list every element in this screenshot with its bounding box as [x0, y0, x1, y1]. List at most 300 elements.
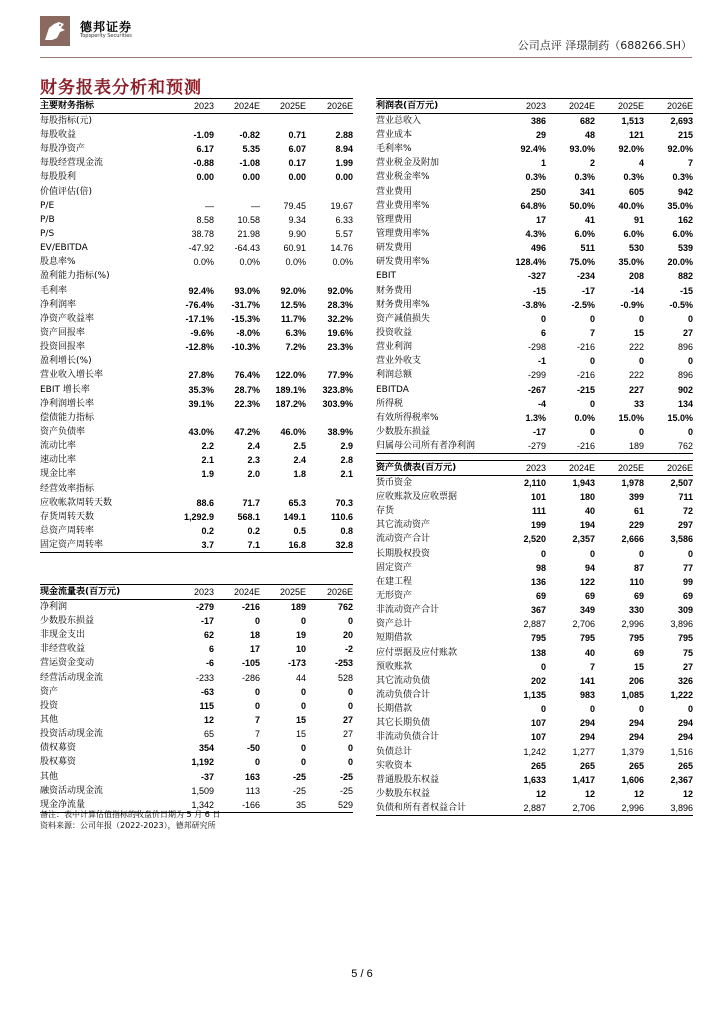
table-row — [376, 716, 693, 730]
cell-value: 0 — [589, 398, 595, 409]
cell-value: 122 — [579, 576, 595, 587]
cell-value: 38.9% — [327, 427, 353, 438]
table-title: 主要财务指标 — [40, 99, 160, 114]
cell-value: -2.5% — [571, 299, 595, 310]
table-row — [40, 524, 353, 538]
cell-value: -166 — [214, 798, 260, 813]
cell-value: 43.0% — [188, 427, 214, 438]
cell-value: 0 — [540, 548, 546, 559]
cell-value: -233 — [195, 672, 214, 683]
table-row — [376, 213, 693, 227]
cell-value — [160, 269, 214, 283]
brand-logo — [40, 14, 170, 48]
cell-value: -253 — [334, 658, 353, 669]
row-label: 归属母公司所有者净利润 — [376, 439, 501, 454]
income-statement-table — [376, 98, 693, 454]
cell-value: 1,509 — [191, 785, 214, 796]
cell-value: 0 — [589, 313, 595, 324]
page-header — [40, 14, 692, 56]
cell-value: 2,507 — [670, 478, 693, 488]
cell-value: 9.34 — [288, 214, 306, 225]
header-divider — [40, 57, 692, 58]
cell-value: 189.1% — [275, 384, 306, 395]
row-label: 投资回报率 — [40, 342, 86, 353]
cell-value: 0.3% — [574, 172, 595, 183]
cell-value: 69 — [584, 591, 595, 602]
row-label: 在建工程 — [376, 576, 413, 587]
cell-value: 529 — [306, 798, 353, 813]
table-row — [40, 784, 353, 798]
table-row — [376, 490, 693, 504]
cell-value: 11.7% — [280, 313, 306, 324]
row-label: 毛利率 — [40, 285, 68, 296]
cell-value: 294 — [579, 718, 595, 729]
cell-value: 2,887 — [523, 619, 546, 630]
cell-value: 386 — [530, 116, 546, 126]
cell-value: 0 — [300, 743, 306, 754]
cell-value: 294 — [677, 718, 693, 729]
table-row — [40, 142, 353, 156]
cell-value: 0 — [347, 700, 353, 711]
cell-value: -63 — [200, 686, 214, 697]
cell-value: 0.2 — [201, 526, 214, 536]
cell-value: 23.3% — [327, 342, 353, 353]
cell-value: 294 — [628, 718, 644, 729]
row-label: P/B — [40, 214, 55, 225]
cell-value: 1,978 — [621, 478, 644, 488]
cell-value: 330 — [628, 605, 644, 616]
cell-value: 294 — [628, 732, 644, 743]
cell-value: 762 — [337, 602, 353, 612]
cell-value: 2.4 — [293, 455, 306, 466]
cell-value: 0 — [687, 704, 693, 715]
row-label: 流动资产合计 — [376, 534, 431, 545]
cell-value: 795 — [677, 633, 693, 644]
cell-value: 711 — [678, 492, 693, 503]
row-label: 研发费用率% — [376, 257, 430, 268]
row-label: 长期股权投资 — [376, 548, 431, 559]
table-row — [376, 504, 693, 518]
cell-value: 1,277 — [572, 746, 595, 757]
cell-value: 136 — [530, 576, 546, 587]
cell-value: 16.8 — [260, 538, 306, 553]
table-row — [40, 614, 353, 628]
cell-value: 7 — [254, 729, 260, 740]
column-header: 2025E — [260, 585, 306, 600]
cell-value: 354 — [198, 743, 214, 754]
cell-value: 297 — [677, 520, 693, 531]
table-row — [376, 730, 693, 744]
cell-value: -31.7% — [231, 299, 260, 310]
cell-value: 163 — [244, 771, 260, 782]
cell-value: 41 — [584, 214, 595, 225]
row-label: 非经营收益 — [40, 644, 86, 655]
column-header: 2024E — [546, 461, 595, 476]
table-row — [40, 755, 353, 769]
table-row — [376, 561, 693, 575]
cell-value: 6 — [540, 328, 546, 339]
table-row — [40, 453, 353, 467]
cell-value: -3.8% — [522, 299, 546, 310]
row-label: 现金净流量 — [40, 798, 160, 813]
row-label: 少数股东权益 — [376, 789, 431, 800]
column-header: 2024E — [546, 99, 595, 114]
row-label: 投资活动现金流 — [40, 729, 104, 740]
cell-value: 0.3% — [525, 172, 546, 183]
row-label: 盈利增长(%) — [40, 356, 92, 367]
row-label: 货币资金 — [376, 478, 413, 488]
table-row — [376, 368, 693, 382]
cell-value: -215 — [576, 384, 595, 395]
cell-value: 21.98 — [237, 229, 260, 240]
table-row — [376, 298, 693, 312]
cell-value: 17 — [249, 644, 260, 655]
cell-value: -216 — [576, 342, 595, 353]
cell-value: 2.4 — [247, 441, 260, 452]
cell-value: -279 — [501, 439, 546, 454]
cell-value: 227 — [628, 384, 644, 395]
row-label: 所得税 — [376, 398, 404, 409]
cell-value — [214, 411, 260, 425]
cell-value: 2,996 — [621, 619, 644, 630]
cell-value: 6.3% — [285, 328, 306, 339]
row-label: 净利润率 — [40, 299, 77, 310]
cell-value: 0 — [300, 686, 306, 697]
table-row — [40, 227, 353, 241]
row-label: 盈利能力指标(%) — [40, 271, 110, 282]
table-row — [376, 439, 693, 454]
table-row — [40, 199, 353, 213]
cell-value: 0.00 — [335, 172, 353, 183]
row-label: 每股净资产 — [40, 144, 86, 155]
cell-value: 32.8 — [306, 538, 353, 553]
cell-value: 92.0% — [280, 285, 306, 296]
cell-value: 0 — [687, 548, 693, 559]
cell-value — [160, 114, 214, 129]
cell-value — [260, 114, 306, 129]
cell-value: 3,586 — [670, 534, 693, 545]
table-row — [40, 340, 353, 354]
cell-value: -105 — [241, 658, 260, 669]
cell-value: 0 — [254, 616, 260, 627]
cell-value: 14.76 — [330, 243, 353, 254]
cell-value: 199 — [530, 520, 546, 531]
table-row — [376, 397, 693, 411]
cell-value: -234 — [576, 271, 595, 282]
table-row — [376, 547, 693, 561]
cell-value: 896 — [677, 370, 693, 381]
brand-logo-icon — [40, 16, 70, 46]
cell-value: 0.00 — [242, 172, 260, 183]
cell-value — [306, 482, 353, 496]
cell-value: 528 — [337, 672, 353, 683]
cell-value: 92.4% — [188, 285, 214, 296]
cell-value: 79.45 — [283, 200, 306, 211]
cell-value: 7.2% — [285, 342, 306, 353]
table-row — [40, 538, 353, 553]
row-label: 固定资产 — [376, 562, 413, 573]
row-label: EBITDA — [376, 384, 409, 395]
row-label: 利润总额 — [376, 370, 413, 381]
cell-value: 1 — [540, 158, 546, 169]
cell-value: -10.3% — [231, 342, 260, 353]
column-header: 2023 — [501, 461, 546, 476]
table-header-row — [376, 99, 693, 114]
cell-value: 62 — [203, 630, 214, 641]
cell-value: 0 — [638, 313, 644, 324]
cell-value: 77.9% — [327, 370, 353, 381]
cell-value: 2.8 — [340, 455, 353, 466]
row-label: 财务费用 — [376, 285, 413, 296]
table-title: 利润表(百万元) — [376, 99, 501, 114]
cell-value: 2,357 — [572, 534, 595, 545]
cell-value: -2 — [344, 644, 353, 655]
cell-value: 294 — [677, 732, 693, 743]
cell-value: 7 — [687, 158, 693, 169]
cell-value: -286 — [241, 672, 260, 683]
cell-value: -267 — [527, 384, 546, 395]
cell-value: 101 — [530, 492, 546, 503]
cell-value: 0 — [638, 548, 644, 559]
table-row — [376, 383, 693, 397]
row-label: 现金比率 — [40, 469, 77, 480]
brand-name-en: Topsperity Securities — [80, 33, 132, 39]
column-header: 2026E — [306, 585, 353, 600]
cell-value: -64.43 — [234, 243, 260, 254]
table-row — [376, 603, 693, 617]
cell-value: 0 — [300, 700, 306, 711]
row-label: 研发费用 — [376, 243, 413, 254]
row-label: 投资收益 — [376, 328, 413, 339]
cell-value: 27 — [682, 328, 693, 339]
row-label: 经营效率指标 — [40, 483, 95, 494]
cell-value: 0 — [347, 743, 353, 754]
cell-value — [214, 269, 260, 283]
row-label: 投资 — [40, 700, 59, 711]
cell-value: 1.3% — [525, 412, 546, 423]
cell-value: 46.0% — [280, 427, 306, 438]
cell-value: 99 — [682, 576, 693, 587]
cell-value: 69 — [633, 647, 644, 658]
cell-value: 110.6 — [330, 511, 353, 522]
cell-value: 2,110 — [523, 478, 546, 488]
cell-value: 6.33 — [335, 214, 353, 225]
cell-value: 107 — [530, 732, 546, 743]
row-label: 应付票据及应付账款 — [376, 647, 458, 658]
cell-value: 222 — [628, 370, 644, 381]
table-row — [40, 269, 353, 283]
cell-value: 496 — [530, 243, 546, 254]
cell-value — [160, 411, 214, 425]
row-label: 管理费用率% — [376, 229, 430, 240]
cell-value: 0 — [589, 356, 595, 367]
table-row — [40, 368, 353, 382]
cell-value: 0 — [540, 661, 546, 672]
cell-value: -25 — [339, 785, 353, 796]
cell-value: 2,706 — [572, 619, 595, 630]
cell-value: -8.0% — [236, 328, 260, 339]
cell-value: 0 — [589, 704, 595, 715]
cell-value: 15 — [633, 661, 644, 672]
table-row — [376, 227, 693, 241]
row-label: 速动比率 — [40, 455, 77, 466]
cell-value: 40 — [584, 506, 595, 517]
row-label: 应收账款及应收票据 — [376, 492, 458, 503]
cell-value: 64.8% — [520, 200, 546, 211]
cell-value: 0.00 — [196, 172, 214, 183]
cell-value: -327 — [527, 271, 546, 282]
cell-value: -15 — [532, 285, 546, 296]
cell-value: 33 — [633, 398, 644, 409]
table-row — [40, 241, 353, 255]
row-label: 营业税金率% — [376, 172, 430, 183]
cell-value: 187.2% — [275, 398, 306, 409]
table-row — [40, 727, 353, 741]
cell-value: 795 — [579, 633, 595, 644]
cell-value: 6 — [208, 644, 214, 655]
row-label: 股息率% — [40, 257, 76, 268]
cell-value: 162 — [677, 214, 693, 225]
cell-value: 1,242 — [523, 746, 546, 757]
cell-value — [306, 185, 353, 199]
table-row — [40, 510, 353, 524]
row-label: 营业收入增长率 — [40, 370, 104, 381]
cell-value: -50 — [246, 743, 260, 754]
cell-value: 303.9% — [322, 398, 353, 409]
cell-value: 77 — [682, 562, 693, 573]
cell-value: 1,633 — [523, 774, 546, 785]
table-row — [40, 628, 353, 642]
column-header: 2024E — [214, 99, 260, 114]
row-label: 非流动负债合计 — [376, 732, 440, 743]
cell-value: 0 — [687, 427, 693, 438]
cell-value: 47.2% — [234, 427, 260, 438]
cell-value: 530 — [628, 243, 644, 254]
cell-value: 107 — [530, 718, 546, 729]
table-row — [40, 482, 353, 496]
cell-value: 8.94 — [335, 144, 353, 155]
cell-value: -216 — [576, 370, 595, 381]
cell-value: 35.3% — [188, 384, 214, 395]
cell-value: 15 — [633, 328, 644, 339]
table-row — [40, 713, 353, 727]
table-row — [376, 241, 693, 255]
cell-value: -0.5% — [669, 299, 693, 310]
cell-value: 6.0% — [672, 229, 693, 240]
cell-value: 265 — [579, 760, 595, 771]
cell-value: 0.0% — [285, 257, 306, 268]
cell-value: 91 — [633, 214, 644, 225]
cell-value: 795 — [628, 633, 644, 644]
cell-value: 0.0% — [574, 412, 595, 423]
table-row — [376, 199, 693, 213]
cell-value: 27 — [342, 715, 353, 726]
cell-value: -1.08 — [239, 158, 260, 169]
cell-value — [160, 482, 214, 496]
row-label: 每股收益 — [40, 130, 77, 141]
cell-value: 2.88 — [335, 130, 353, 141]
cell-value: 265 — [530, 760, 546, 771]
cell-value — [306, 114, 353, 129]
table-row — [376, 312, 693, 326]
cell-value — [306, 269, 353, 283]
footnote-valuation-date: 备注：表中计算估值指标的收盘价日期为 5 月 6 日 — [40, 810, 221, 819]
table-row — [40, 671, 353, 685]
table-row — [376, 787, 693, 801]
cell-value: 0.3% — [623, 172, 644, 183]
row-label: 偿债能力指标 — [40, 412, 95, 423]
cell-value: -6 — [205, 658, 214, 669]
table-row — [376, 411, 693, 425]
cell-value: 92.4% — [520, 144, 546, 155]
cell-value: 71.7 — [242, 497, 260, 508]
cell-value: 2.0 — [247, 469, 260, 480]
cell-value: 762 — [644, 439, 693, 454]
row-label: EV/EBITDA — [40, 243, 88, 254]
cell-value: -17.1% — [185, 313, 214, 324]
row-label: 存货周转天数 — [40, 511, 95, 522]
row-label: 非流动资产合计 — [376, 605, 440, 616]
cell-value: 942 — [677, 186, 693, 197]
table-row — [40, 213, 353, 227]
cell-value: -9.6% — [190, 328, 214, 339]
cell-value: 40 — [584, 647, 595, 658]
table-row — [376, 284, 693, 298]
table-row — [40, 170, 353, 184]
cell-value: 202 — [530, 675, 546, 686]
row-label: 其它流动资产 — [376, 520, 431, 531]
table-row — [40, 685, 353, 699]
cell-value: 0.2 — [247, 526, 260, 536]
cell-value: 20.0% — [667, 257, 693, 268]
cell-value: 882 — [677, 271, 693, 282]
cell-value: 0 — [300, 616, 306, 627]
row-label: 其他 — [40, 771, 59, 782]
cell-value: 2,996 — [595, 801, 644, 816]
row-label: 预收账款 — [376, 661, 413, 672]
cell-value: 12.5% — [280, 299, 306, 310]
cell-value: 110 — [629, 576, 644, 587]
cell-value: 60.91 — [283, 243, 306, 254]
row-label: 财务费用率% — [376, 299, 430, 310]
table-row — [376, 646, 693, 660]
cell-value: 111 — [531, 506, 546, 517]
cell-value: 8.58 — [196, 214, 214, 225]
cell-value — [260, 482, 306, 496]
cell-value: -25 — [339, 771, 353, 782]
table-row — [40, 326, 353, 340]
cell-value: 294 — [579, 732, 595, 743]
cell-value — [260, 354, 306, 368]
cell-value: 65 — [203, 729, 214, 740]
cell-value: 149.1 — [283, 511, 306, 522]
cell-value: 180 — [579, 492, 595, 503]
cell-value: 35.0% — [667, 200, 693, 211]
cell-value: 605 — [628, 186, 644, 197]
table-row — [376, 801, 693, 816]
cell-value: -279 — [195, 602, 214, 612]
cell-value: 0 — [589, 548, 595, 559]
cell-value: 17 — [535, 214, 546, 225]
cell-value: 92.0% — [327, 285, 353, 296]
cell-value: 12 — [584, 789, 595, 800]
cell-value — [160, 354, 214, 368]
cell-value: — — [205, 200, 214, 211]
cell-value: -12.8% — [185, 342, 214, 353]
page-number: 5 / 6 — [351, 968, 373, 980]
cell-value: -216 — [241, 602, 260, 612]
cell-value: -173 — [287, 658, 306, 669]
